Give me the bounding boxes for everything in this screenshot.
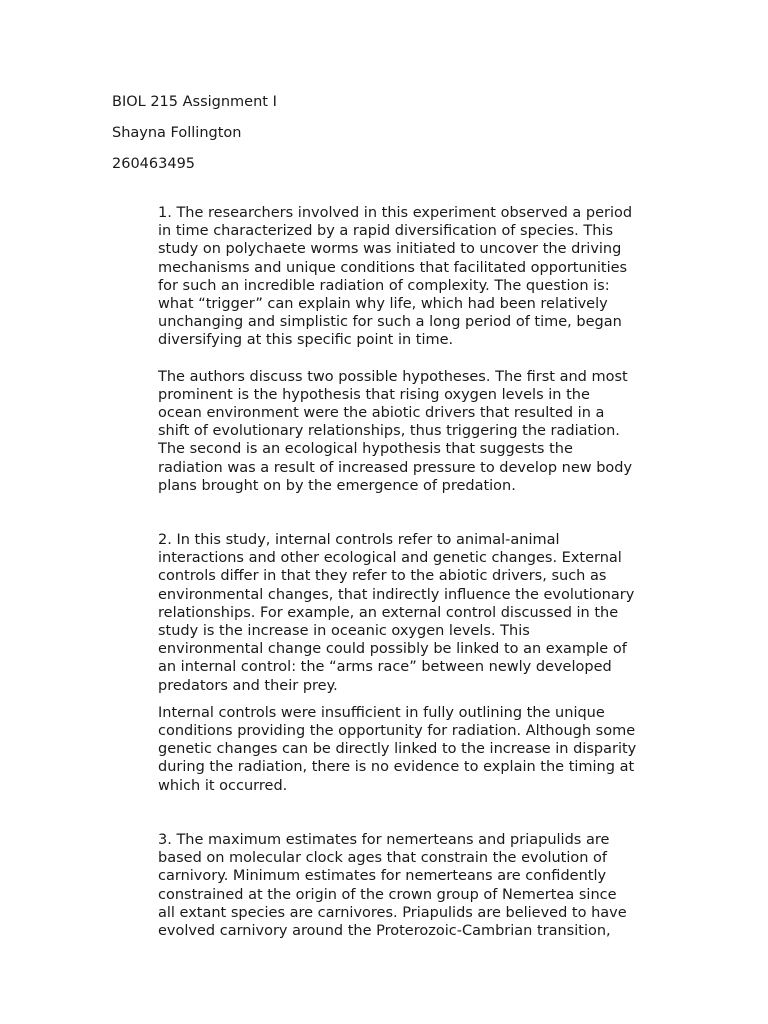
assignment-title: BIOL 215 Assignment I — [112, 94, 277, 110]
paragraph-question-2: 2. In this study, internal controls refer to animal-animal interactions and other ecological and genetic changes. External controls differ in that they refer to the abiotic drivers, such as environmental changes, that indirectly influence the evolutionary relationships. For example, an external control discussed in the study is the increase in oceanic oxygen levels. This environmental change could possibly be linked to an example of an internal control: the “arms race” between newly developed predators and their prey. — [158, 532, 635, 694]
student-id: 260463495 — [112, 156, 196, 172]
student-name: Shayna Follington — [112, 125, 242, 141]
document-body — [158, 204, 658, 940]
paragraph-hypotheses: The authors discuss two possible hypotheses. The first and most prominent is the hypothesis that rising oxygen levels in the ocean environment were the abiotic drivers that resulted in a shift of evolutionary relationships, thus triggering the radiation. The second is an ecological hypothesis that suggests the radiation was a result of increased pressure to develop new body plans brought on by the emergence of predation. — [158, 368, 633, 494]
paragraph-internal-controls: Internal controls were insufficient in fully outlining the unique conditions providing the opportunity for radiation. Although some genetic changes can be directly linked to the increase in disparity during the radiation, there is no evidence to explain the timing at which it occurred. — [158, 704, 637, 794]
paragraph-question-1: 1. The researchers involved in this experiment observed a period in time characterized by a rapid diversification of species. This study on polychaete worms was initiated to uncover the driving mechanisms and unique conditions that facilitated opportunities for such an incredible radiation of complexity. The question is: what “trigger” can explain why life, which had been relatively unchanging and simplistic for such a long period of time, began diversifying at this specific point in time. — [158, 205, 633, 349]
paragraph-question-3: 3. The maximum estimates for nemerteans and priapulids are based on molecular clock ages that constrain the evolution of carnivory. Minimum estimates for nemerteans are confidently constrained at the origin of the crown group of Nemertea since all extant species are carnivores. Priapulids are believed to have evolved carnivory around the Proterozoic-Cambrian transition, — [158, 831, 627, 939]
